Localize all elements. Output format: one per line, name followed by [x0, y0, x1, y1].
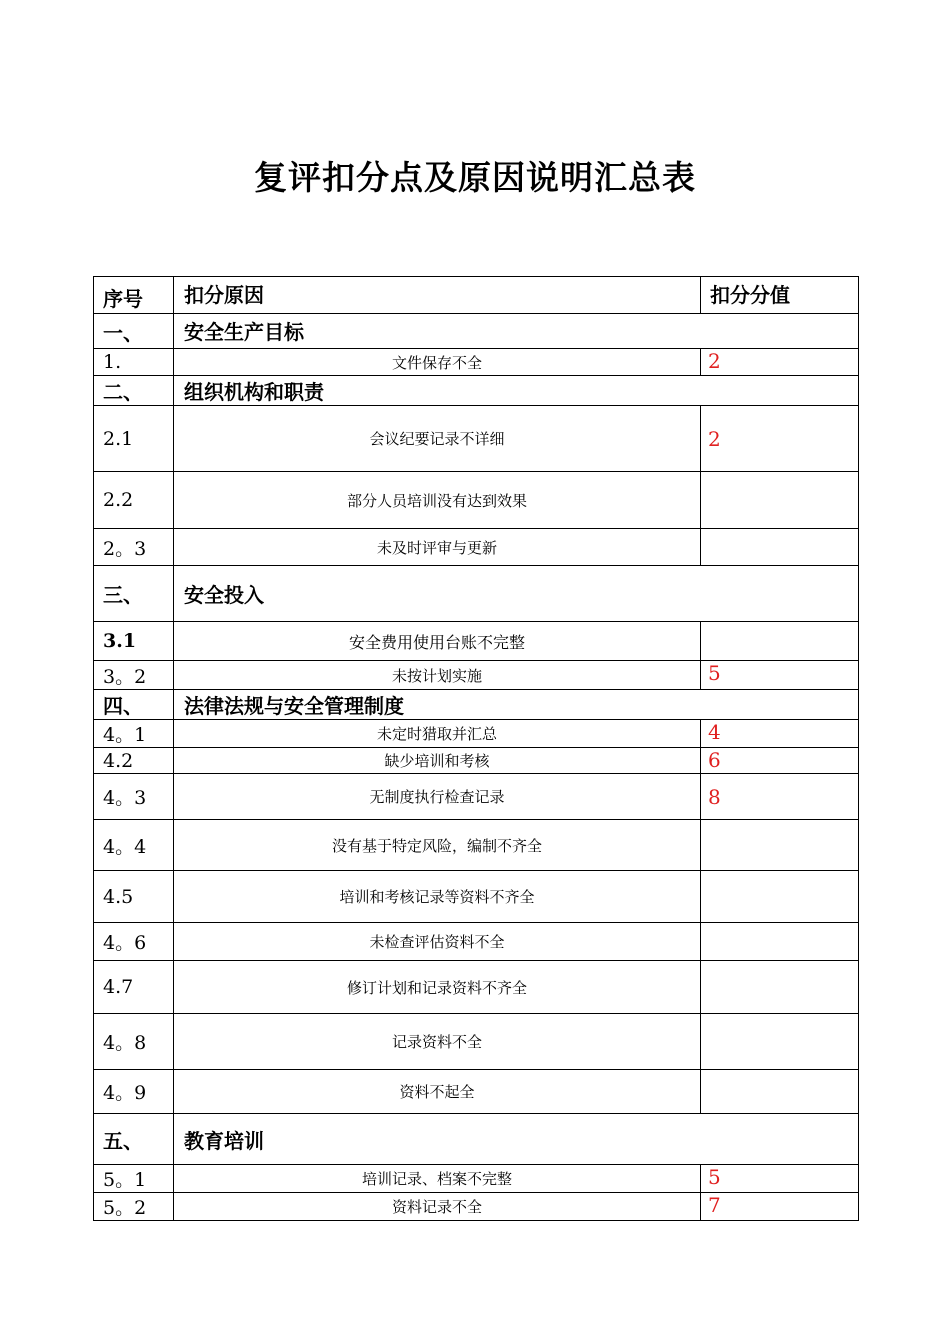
row-score [701, 871, 859, 923]
row-reason: 培训记录、档案不完整 [174, 1165, 701, 1193]
table-row [94, 349, 859, 376]
table-row [94, 1014, 859, 1070]
row-reason: 记录资料不全 [174, 1014, 701, 1070]
deduction-table [93, 276, 859, 1221]
row-reason: 无制度执行检查记录 [174, 774, 701, 820]
row-number: 4。9 [94, 1070, 174, 1114]
table-row [94, 622, 859, 661]
row-score: 6 [701, 748, 859, 774]
table-row [94, 661, 859, 690]
row-number: 4.5 [94, 871, 174, 923]
row-number: 5。1 [94, 1165, 174, 1193]
section-title: 法律法规与安全管理制度 [174, 690, 859, 720]
section-title: 安全生产目标 [174, 314, 859, 349]
row-reason: 安全费用使用台账不完整 [174, 622, 701, 661]
row-number: 1. [94, 349, 174, 376]
section-number: 一、 [94, 314, 174, 349]
row-reason: 部分人员培训没有达到效果 [174, 472, 701, 529]
row-score: 5 [701, 661, 859, 690]
row-reason: 资料不起全 [174, 1070, 701, 1114]
row-reason: 文件保存不全 [174, 349, 701, 376]
table-row [94, 472, 859, 529]
row-reason: 未按计划实施 [174, 661, 701, 690]
page-title: 复评扣分点及原因说明汇总表 [254, 158, 696, 197]
row-reason: 修订计划和记录资料不齐全 [174, 961, 701, 1014]
row-score [701, 1014, 859, 1070]
row-score [701, 923, 859, 961]
row-reason: 未及时评审与更新 [174, 529, 701, 566]
row-score [701, 472, 859, 529]
row-score: 2 [701, 406, 859, 472]
table-row [94, 774, 859, 820]
header-score: 扣分分值 [701, 277, 859, 314]
section-row [94, 376, 859, 406]
row-number: 2.1 [94, 406, 174, 472]
table-row [94, 961, 859, 1014]
section-title: 安全投入 [174, 566, 859, 622]
table-row [94, 923, 859, 961]
row-number: 4.2 [94, 748, 174, 774]
section-row [94, 566, 859, 622]
row-reason: 缺少培训和考核 [174, 748, 701, 774]
row-number: 4。1 [94, 720, 174, 748]
table-row [94, 748, 859, 774]
row-number: 4。3 [94, 774, 174, 820]
row-number: 3.1 [94, 622, 174, 661]
section-number: 四、 [94, 690, 174, 720]
row-number: 4.7 [94, 961, 174, 1014]
section-title: 教育培训 [174, 1114, 859, 1165]
row-number: 4。6 [94, 923, 174, 961]
row-score [701, 961, 859, 1014]
header-seq: 序号 [94, 277, 174, 314]
section-row [94, 1114, 859, 1165]
row-number: 2。3 [94, 529, 174, 566]
table-row [94, 1193, 859, 1221]
row-score [701, 529, 859, 566]
section-number: 五、 [94, 1114, 174, 1165]
row-number: 3。2 [94, 661, 174, 690]
section-number: 二、 [94, 376, 174, 406]
row-score: 4 [701, 720, 859, 748]
table-row [94, 529, 859, 566]
table-row [94, 1165, 859, 1193]
row-number: 4。8 [94, 1014, 174, 1070]
row-score [701, 622, 859, 661]
header-reason: 扣分原因 [174, 277, 701, 314]
table-row [94, 1070, 859, 1114]
row-score: 8 [701, 774, 859, 820]
row-reason: 未定时猎取并汇总 [174, 720, 701, 748]
header-row [94, 277, 859, 314]
table-row [94, 820, 859, 871]
section-title: 组织机构和职责 [174, 376, 859, 406]
row-number: 4。4 [94, 820, 174, 871]
section-row [94, 690, 859, 720]
row-number: 5。2 [94, 1193, 174, 1221]
row-reason: 培训和考核记录等资料不齐全 [174, 871, 701, 923]
row-score: 5 [701, 1165, 859, 1193]
section-row [94, 314, 859, 349]
row-score [701, 1070, 859, 1114]
row-reason: 资料记录不全 [174, 1193, 701, 1221]
section-number: 三、 [94, 566, 174, 622]
table-row [94, 406, 859, 472]
row-number: 2.2 [94, 472, 174, 529]
row-score: 7 [701, 1193, 859, 1221]
row-score: 2 [701, 349, 859, 376]
row-score [701, 820, 859, 871]
table-row [94, 871, 859, 923]
row-reason: 没有基于特定风险，编制不齐全 [174, 820, 701, 871]
table-row [94, 720, 859, 748]
row-reason: 会议纪要记录不详细 [174, 406, 701, 472]
row-reason: 未检查评估资料不全 [174, 923, 701, 961]
